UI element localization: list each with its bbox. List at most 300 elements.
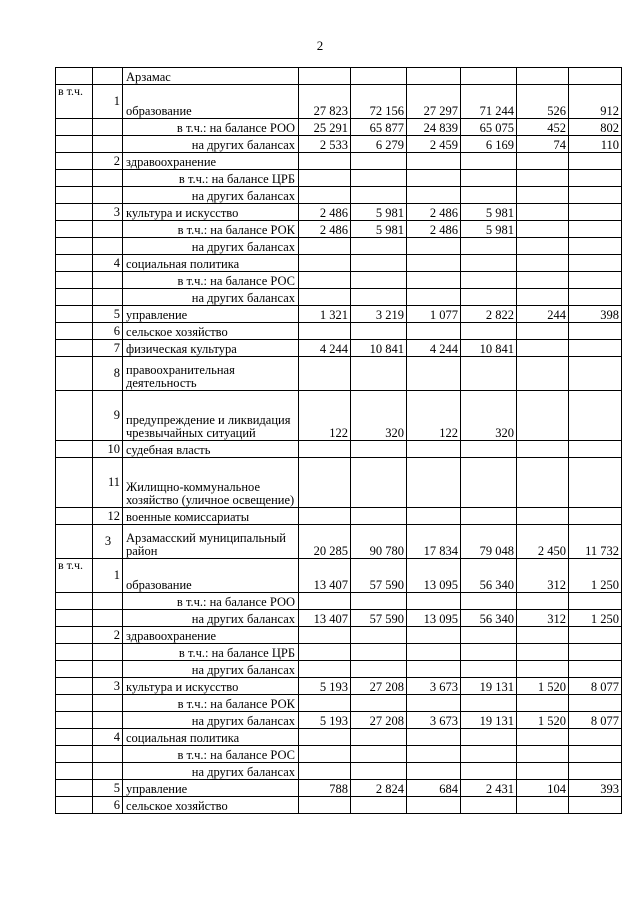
value-cell [569, 289, 622, 306]
value-cell: 11 732 [569, 525, 622, 559]
table-row [56, 272, 622, 289]
row-number-cell: 5 [93, 780, 123, 797]
row-number-cell [93, 746, 123, 763]
value-cell: 56 340 [461, 559, 517, 593]
row-number-cell [93, 763, 123, 780]
value-cell: 13 407 [299, 559, 351, 593]
category-cell: военные комиссариаты [123, 508, 299, 525]
category-cell: здравоохранение [123, 153, 299, 170]
group-cell [56, 340, 93, 357]
group-cell [56, 255, 93, 272]
value-cell: 312 [517, 610, 569, 627]
value-cell [569, 204, 622, 221]
value-cell [407, 763, 461, 780]
value-cell [299, 797, 351, 814]
category-cell: на других балансах [123, 289, 299, 306]
table-row [56, 441, 622, 458]
value-cell: 2 486 [299, 221, 351, 238]
category-cell: судебная власть [123, 441, 299, 458]
page-number: 2 [316, 38, 324, 53]
category-cell: в т.ч.: на балансе РОС [123, 746, 299, 763]
category-cell: на других балансах [123, 661, 299, 678]
value-cell [299, 627, 351, 644]
group-cell [56, 729, 93, 746]
value-cell: 104 [517, 780, 569, 797]
value-cell: 13 407 [299, 610, 351, 627]
value-cell [407, 357, 461, 391]
value-cell: 5 981 [461, 221, 517, 238]
value-cell: 65 075 [461, 119, 517, 136]
row-number-cell: 9 [93, 391, 123, 441]
value-cell [407, 68, 461, 85]
table-row [56, 170, 622, 187]
value-cell: 6 169 [461, 136, 517, 153]
value-cell [351, 272, 407, 289]
value-cell: 3 673 [407, 678, 461, 695]
value-cell: 72 156 [351, 85, 407, 119]
value-cell [351, 729, 407, 746]
value-cell [299, 644, 351, 661]
table-row [56, 712, 622, 729]
table-row [56, 340, 622, 357]
row-number-cell [93, 695, 123, 712]
value-cell: 1 250 [569, 559, 622, 593]
category-cell: в т.ч.: на балансе РОС [123, 272, 299, 289]
value-cell [461, 458, 517, 508]
budget-table [55, 67, 622, 814]
value-cell: 24 839 [407, 119, 461, 136]
value-cell: 122 [407, 391, 461, 441]
table-row [56, 238, 622, 255]
value-cell [461, 255, 517, 272]
value-cell: 10 841 [351, 340, 407, 357]
category-cell: социальная политика [123, 729, 299, 746]
value-cell: 2 486 [407, 221, 461, 238]
group-cell [56, 187, 93, 204]
value-cell: 65 877 [351, 119, 407, 136]
row-number-cell: 6 [93, 323, 123, 340]
value-cell [351, 289, 407, 306]
group-cell [56, 458, 93, 508]
value-cell: 6 279 [351, 136, 407, 153]
value-cell: 3 673 [407, 712, 461, 729]
value-cell [407, 153, 461, 170]
table-row [56, 204, 622, 221]
table-row [56, 508, 622, 525]
value-cell [569, 391, 622, 441]
group-cell [56, 306, 93, 323]
value-cell: 2 486 [299, 204, 351, 221]
row-number-cell: 10 [93, 441, 123, 458]
value-cell: 452 [517, 119, 569, 136]
category-cell: на других балансах [123, 238, 299, 255]
value-cell [517, 661, 569, 678]
value-cell: 526 [517, 85, 569, 119]
value-cell [569, 593, 622, 610]
row-number-cell [93, 119, 123, 136]
group-cell [56, 170, 93, 187]
value-cell: 684 [407, 780, 461, 797]
group-cell [56, 797, 93, 814]
value-cell [351, 797, 407, 814]
row-number-cell: 1 [93, 559, 123, 593]
group-cell [56, 204, 93, 221]
value-cell [407, 508, 461, 525]
value-cell [461, 661, 517, 678]
row-number-cell [93, 289, 123, 306]
value-cell: 8 077 [569, 678, 622, 695]
value-cell [569, 661, 622, 678]
value-cell [569, 508, 622, 525]
value-cell [461, 729, 517, 746]
row-number-cell [93, 610, 123, 627]
value-cell: 5 981 [351, 221, 407, 238]
value-cell: 74 [517, 136, 569, 153]
row-number-cell [93, 221, 123, 238]
value-cell [407, 441, 461, 458]
value-cell: 27 823 [299, 85, 351, 119]
value-cell [299, 729, 351, 746]
row-number-cell [93, 170, 123, 187]
value-cell [517, 508, 569, 525]
value-cell: 56 340 [461, 610, 517, 627]
row-number-cell: 2 [93, 153, 123, 170]
category-cell: здравоохранение [123, 627, 299, 644]
value-cell [407, 458, 461, 508]
row-number-cell [93, 187, 123, 204]
value-cell [517, 204, 569, 221]
value-cell: 90 780 [351, 525, 407, 559]
value-cell [569, 340, 622, 357]
value-cell [461, 68, 517, 85]
category-cell: образование [123, 559, 299, 593]
value-cell [517, 221, 569, 238]
value-cell: 19 131 [461, 678, 517, 695]
value-cell [569, 272, 622, 289]
group-cell: в т.ч. [56, 559, 93, 593]
value-cell: 19 131 [461, 712, 517, 729]
value-cell [299, 255, 351, 272]
value-cell: 27 208 [351, 678, 407, 695]
value-cell [351, 593, 407, 610]
category-cell: в т.ч.: на балансе РОК [123, 221, 299, 238]
table-row [56, 644, 622, 661]
value-cell: 2 822 [461, 306, 517, 323]
value-cell [351, 458, 407, 508]
value-cell [407, 661, 461, 678]
table-row [56, 357, 622, 391]
table-row [56, 306, 622, 323]
table-row [56, 187, 622, 204]
value-cell [351, 441, 407, 458]
value-cell [461, 238, 517, 255]
value-cell: 320 [461, 391, 517, 441]
value-cell [517, 593, 569, 610]
value-cell: 2 486 [407, 204, 461, 221]
value-cell [461, 272, 517, 289]
value-cell [407, 255, 461, 272]
value-cell: 2 450 [517, 525, 569, 559]
row-number-cell: 6 [93, 797, 123, 814]
value-cell: 3 219 [351, 306, 407, 323]
group-cell [56, 323, 93, 340]
value-cell [569, 797, 622, 814]
category-cell: культура и искусство [123, 204, 299, 221]
value-cell [517, 323, 569, 340]
row-number-cell [93, 712, 123, 729]
value-cell [517, 391, 569, 441]
value-cell [407, 644, 461, 661]
group-cell [56, 712, 93, 729]
category-cell: в т.ч.: на балансе РОК [123, 695, 299, 712]
value-cell: 20 285 [299, 525, 351, 559]
value-cell [299, 746, 351, 763]
value-cell [461, 153, 517, 170]
value-cell [351, 627, 407, 644]
row-number-cell: 12 [93, 508, 123, 525]
value-cell [407, 323, 461, 340]
value-cell [517, 441, 569, 458]
value-cell: 5 981 [461, 204, 517, 221]
value-cell [299, 357, 351, 391]
value-cell: 398 [569, 306, 622, 323]
value-cell: 4 244 [407, 340, 461, 357]
value-cell [351, 644, 407, 661]
row-number-cell [93, 68, 123, 85]
value-cell: 320 [351, 391, 407, 441]
value-cell: 312 [517, 559, 569, 593]
table-row [56, 610, 622, 627]
value-cell [407, 170, 461, 187]
value-cell [569, 644, 622, 661]
value-cell [299, 323, 351, 340]
value-cell [569, 729, 622, 746]
value-cell: 110 [569, 136, 622, 153]
value-cell [461, 187, 517, 204]
value-cell: 244 [517, 306, 569, 323]
value-cell: 79 048 [461, 525, 517, 559]
value-cell [569, 255, 622, 272]
group-cell [56, 441, 93, 458]
category-cell: культура и искусство [123, 678, 299, 695]
table-row [56, 763, 622, 780]
category-cell: предупреждение и ликвидация чрезвычайных ситуаций [123, 391, 299, 441]
value-cell: 1 520 [517, 712, 569, 729]
value-cell [517, 797, 569, 814]
value-cell [461, 797, 517, 814]
value-cell [351, 695, 407, 712]
value-cell [407, 627, 461, 644]
row-number-cell: 7 [93, 340, 123, 357]
value-cell [569, 695, 622, 712]
value-cell [569, 458, 622, 508]
value-cell [517, 272, 569, 289]
value-cell [461, 695, 517, 712]
value-cell: 17 834 [407, 525, 461, 559]
value-cell [517, 357, 569, 391]
group-cell [56, 610, 93, 627]
value-cell [461, 508, 517, 525]
group-cell [56, 391, 93, 441]
value-cell: 8 077 [569, 712, 622, 729]
value-cell: 13 095 [407, 559, 461, 593]
group-cell [56, 68, 93, 85]
group-cell [56, 272, 93, 289]
table-row [56, 458, 622, 508]
group-cell [56, 746, 93, 763]
value-cell [351, 238, 407, 255]
value-cell [569, 763, 622, 780]
value-cell [517, 729, 569, 746]
value-cell [299, 695, 351, 712]
row-number-cell [93, 136, 123, 153]
value-cell [407, 238, 461, 255]
value-cell [299, 68, 351, 85]
value-cell: 10 841 [461, 340, 517, 357]
value-cell [351, 153, 407, 170]
value-cell [569, 746, 622, 763]
value-cell [517, 153, 569, 170]
value-cell [569, 238, 622, 255]
value-cell: 5 193 [299, 678, 351, 695]
row-number-cell: 4 [93, 729, 123, 746]
value-cell [351, 357, 407, 391]
value-cell [299, 187, 351, 204]
table-row [56, 729, 622, 746]
value-cell [517, 458, 569, 508]
value-cell: 1 077 [407, 306, 461, 323]
value-cell [461, 441, 517, 458]
value-cell [461, 763, 517, 780]
table-row [56, 136, 622, 153]
value-cell [351, 661, 407, 678]
table-row [56, 391, 622, 441]
value-cell: 25 291 [299, 119, 351, 136]
group-cell [56, 644, 93, 661]
value-cell: 802 [569, 119, 622, 136]
value-cell [299, 238, 351, 255]
value-cell: 5 981 [351, 204, 407, 221]
value-cell [569, 153, 622, 170]
value-cell [517, 746, 569, 763]
value-cell [407, 729, 461, 746]
table-row [56, 627, 622, 644]
row-number-cell [93, 238, 123, 255]
table-row [56, 678, 622, 695]
category-cell: в т.ч.: на балансе РОО [123, 593, 299, 610]
category-cell: управление [123, 306, 299, 323]
value-cell [407, 746, 461, 763]
row-number-cell: 5 [93, 306, 123, 323]
row-number-cell: 3 [93, 678, 123, 695]
value-cell [517, 695, 569, 712]
value-cell: 393 [569, 780, 622, 797]
value-cell [569, 221, 622, 238]
category-cell: физическая культура [123, 340, 299, 357]
value-cell: 27 297 [407, 85, 461, 119]
value-cell [299, 170, 351, 187]
row-number-cell: 1 [93, 85, 123, 119]
table-row [56, 593, 622, 610]
value-cell [299, 508, 351, 525]
value-cell [461, 357, 517, 391]
category-cell: сельское хозяйство [123, 797, 299, 814]
group-cell [56, 357, 93, 391]
value-cell [569, 187, 622, 204]
value-cell [351, 255, 407, 272]
value-cell [569, 357, 622, 391]
value-cell [351, 170, 407, 187]
group-cell [56, 695, 93, 712]
category-cell: управление [123, 780, 299, 797]
value-cell: 1 520 [517, 678, 569, 695]
row-number-cell: 4 [93, 255, 123, 272]
value-cell: 1 321 [299, 306, 351, 323]
value-cell: 5 193 [299, 712, 351, 729]
group-cell [56, 678, 93, 695]
value-cell [351, 187, 407, 204]
table-row [56, 559, 622, 593]
value-cell [569, 170, 622, 187]
value-cell [517, 644, 569, 661]
table-row [56, 525, 622, 559]
row-number-cell: 11 [93, 458, 123, 508]
group-cell [56, 238, 93, 255]
value-cell [299, 458, 351, 508]
value-cell [517, 763, 569, 780]
table-row [56, 323, 622, 340]
value-cell [461, 593, 517, 610]
value-cell [299, 289, 351, 306]
category-cell: социальная политика [123, 255, 299, 272]
category-cell: правоохранительная деятельность [123, 357, 299, 391]
row-number-cell [93, 272, 123, 289]
value-cell [407, 272, 461, 289]
value-cell [407, 695, 461, 712]
row-number-cell [93, 644, 123, 661]
table-row [56, 797, 622, 814]
value-cell [461, 644, 517, 661]
row-number-cell: 3 [93, 204, 123, 221]
value-cell [517, 170, 569, 187]
value-cell: 122 [299, 391, 351, 441]
value-cell [299, 593, 351, 610]
value-cell [351, 746, 407, 763]
group-cell [56, 289, 93, 306]
table-row [56, 289, 622, 306]
value-cell [569, 68, 622, 85]
value-cell [351, 763, 407, 780]
category-cell: образование [123, 85, 299, 119]
value-cell: 57 590 [351, 610, 407, 627]
value-cell [461, 289, 517, 306]
group-cell [56, 136, 93, 153]
value-cell [569, 441, 622, 458]
group-cell [56, 763, 93, 780]
group-cell [56, 780, 93, 797]
category-cell: на других балансах [123, 712, 299, 729]
category-cell: Жилищно-коммунальное хозяйство (уличное освещение) [123, 458, 299, 508]
table-row [56, 153, 622, 170]
value-cell [351, 323, 407, 340]
value-cell [569, 323, 622, 340]
table-row [56, 780, 622, 797]
row-number-cell [93, 593, 123, 610]
value-cell: 27 208 [351, 712, 407, 729]
group-cell [56, 508, 93, 525]
value-cell: 1 250 [569, 610, 622, 627]
table-row [56, 255, 622, 272]
